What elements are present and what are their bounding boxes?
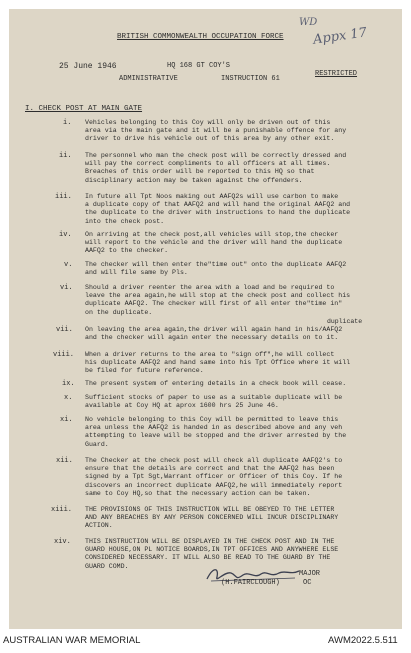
archive-footer — [0, 629, 411, 653]
item-text: The checker will then enter the"time out" onto the duplicate AAFQ2 and will file same by Pls. — [85, 261, 347, 277]
item-text: On arriving at the check post,all vehicles will stop,the checker will report to the vehicle and the driver will hand the duplicate AAFQ2 to the checker. — [85, 231, 343, 255]
signature-name: (H.FAIRCLOUGH) — [221, 579, 280, 587]
item-number: iv. — [59, 231, 72, 239]
section-heading: I. CHECK POST AT MAIN GATE — [25, 105, 143, 113]
item-text: THE PROVISIONS OF THIS INSTRUCTION WILL BE OBEYED TO THE LETTER AND ANY BREACHES BY ANY PERSON CONCERNED WILL INCUR DISCIPLINARY ACTION. — [85, 506, 339, 530]
item-number: ix. — [62, 380, 75, 388]
item-text: THIS INSTRUCTION WILL BE DISPLAYED IN THE CHECK POST AND IN THE GUARD HOUSE,ON PL NOTICE BOARDS,IN TPT OFFICES AND ANYWHERE ELSE CONSIDERED NECESSARY. IT WILL ALSO BE READ TO THE GUARD BY THE GUARD COMD. — [85, 538, 339, 570]
item-text: When a driver returns to the area to "sign off",he will collect his duplicate AAFQ2 and hand same into his Tpt Office where it will be filed for future reference. — [85, 351, 351, 375]
item-number: x. — [64, 394, 73, 402]
instruction-number: INSTRUCTION 61 — [221, 75, 280, 83]
item-number: xiv. — [54, 538, 71, 546]
signature-rank: MAJOR — [299, 570, 321, 578]
item-number: ii. — [59, 152, 72, 160]
item-number: iii. — [55, 193, 72, 201]
item-number: xiii. — [51, 506, 73, 514]
item-text: Vehicles belonging to this Coy will only be driven out of this area via the main gate and it will be a punishable offence for any driver to drive his vehicle out of this area by any other exit. — [85, 119, 347, 143]
footer-accession-number: AWM2022.5.511 — [328, 635, 398, 646]
item-text: No vehicle belonging to this Coy will be permitted to leave this area unless the AAFQ2 is handed in as described above and any veh attempting to leave will be stopped and the driver arrested by the Guard. — [85, 416, 347, 448]
handwritten-appendix-note: Appx 17 — [312, 25, 368, 48]
item-number: vii. — [56, 326, 73, 334]
item-number: vi. — [60, 284, 73, 292]
item-text: The present system of entering details in a check book will cease. — [85, 380, 347, 387]
document-date: 25 June 1946 — [59, 62, 117, 71]
hq-reference: HQ 168 GT COY'S — [167, 62, 231, 70]
item-number: xi. — [60, 416, 73, 424]
item-number: xii. — [56, 457, 73, 465]
item-text: In future all Tpt Noos making out AAFQ2s will use carbon to make a duplicate copy of that AAFQ2 and will hand the original AAFQ2 and the duplicate to the driver with instructions to hand the duplicate into the check post. — [85, 193, 351, 225]
item-text: The personnel who man the check post will be correctly dressed and will pay the correct compliments to all officers at all times. Breaches of this order will be reported to this HQ so that disciplinary action may be taken against the offenders. — [85, 152, 347, 184]
item-number: i. — [63, 119, 72, 127]
item-text: The Checker at the check post will check all duplicate AAFQ2's to ensure that the details are correct and that the AAFQ2 has been signed by a Tpt Sgt,Warrant officer or Officer of this Coy. If he discovers an incorrect duplicate AAFQ2,he will immediately report same to Coy HQ,so that the necessary action can be taken. — [85, 457, 343, 497]
item-text: On leaving the area again,the driver will again hand in his/AAFQ2 and the checker will again enter the necessary details on to it. — [85, 326, 343, 342]
item-number: v. — [64, 261, 73, 269]
administrative-label: ADMINISTRATIVE — [119, 75, 178, 83]
handwritten-insert-duplicate: duplicate — [327, 318, 363, 325]
handwritten-wd: WD — [299, 17, 318, 28]
item-text: Sufficient stocks of paper to use as a suitable duplicate will be available at Coy HQ at aprox 1600 hrs 25 June 46. — [85, 394, 343, 410]
header-title: BRITISH COMMONWEALTH OCCUPATION FORCE — [117, 33, 284, 41]
item-number: viii. — [53, 351, 75, 359]
item-text: Should a driver reenter the area with a load and be required to leave the area again,he will stop at the check post and collect his duplicate AAFQ2. The checker will first of all enter the"time in" on the duplicate. — [85, 284, 351, 316]
restricted-label: RESTRICTED — [315, 70, 358, 78]
footer-institution: AUSTRALIAN WAR MEMORIAL — [3, 635, 141, 646]
signature-oc: OC — [303, 579, 312, 587]
document-page — [9, 9, 402, 629]
